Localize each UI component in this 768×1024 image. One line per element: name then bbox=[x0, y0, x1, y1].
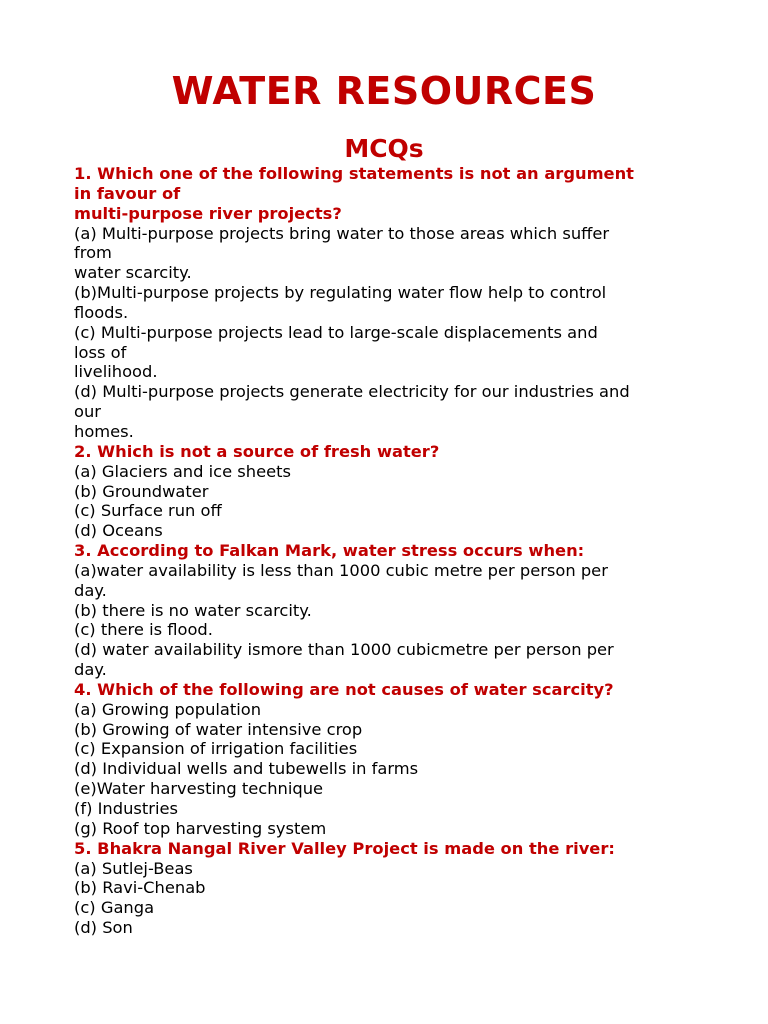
option-line: (g) Roof top harvesting system bbox=[74, 818, 327, 838]
option-line: water scarcity. bbox=[74, 263, 192, 283]
option-line: from bbox=[74, 243, 112, 263]
option-line: day. bbox=[74, 580, 107, 600]
option-line: (e)Water harvesting technique bbox=[74, 779, 324, 799]
option-line: (b) Ravi-Chenab bbox=[74, 878, 206, 898]
page-title: WATER RESOURCES bbox=[171, 69, 597, 113]
option-line: (a) Growing population bbox=[74, 699, 262, 719]
option-line: (d) Oceans bbox=[74, 521, 163, 541]
option-line: (a) Glaciers and ice sheets bbox=[74, 461, 291, 481]
option-line: (d) Multi-purpose projects generate electricity for our industries and bbox=[74, 382, 630, 402]
option-line: (d) water availability ismore than 1000 cubicmetre per person per bbox=[74, 640, 614, 660]
option-line: (c) Surface run off bbox=[74, 501, 222, 521]
option-line: (c) Multi-purpose projects lead to large-scale displacements and bbox=[74, 322, 598, 342]
question-line: 2. Which is not a source of fresh water? bbox=[74, 441, 440, 461]
option-line: (a)water availability is less than 1000 cubic metre per person per bbox=[74, 560, 608, 580]
question-line: multi-purpose river projects? bbox=[74, 203, 342, 223]
option-line: day. bbox=[74, 660, 107, 680]
question-line: in favour of bbox=[74, 183, 181, 203]
option-line: (c) there is flood. bbox=[74, 620, 213, 640]
option-line: (b)Multi-purpose projects by regulating water flow help to control bbox=[74, 283, 607, 303]
mcq-content bbox=[74, 164, 714, 938]
question-line: 3. According to Falkan Mark, water stress occurs when: bbox=[74, 541, 585, 561]
question-line: 5. Bhakra Nangal River Valley Project is made on the river: bbox=[74, 838, 615, 858]
page-subtitle: MCQs bbox=[344, 134, 424, 163]
option-line: (f) Industries bbox=[74, 799, 178, 818]
option-line: (c) Ganga bbox=[74, 898, 155, 918]
question-line: 4. Which of the following are not causes of water scarcity? bbox=[74, 679, 614, 699]
option-line: (b) there is no water scarcity. bbox=[74, 600, 312, 620]
option-line: floods. bbox=[74, 302, 129, 322]
option-line: (b) Growing of water intensive crop bbox=[74, 719, 363, 739]
question-line: 1. Which one of the following statements is not an argument bbox=[74, 164, 634, 183]
option-line: (b) Groundwater bbox=[74, 481, 209, 501]
option-line: our bbox=[74, 402, 101, 422]
option-line: homes. bbox=[74, 421, 134, 441]
option-line: (d) Son bbox=[74, 918, 133, 938]
option-line: (a) Sutlej-Beas bbox=[74, 858, 193, 878]
option-line: (a) Multi-purpose projects bring water to those areas which suffer bbox=[74, 223, 610, 243]
option-line: loss of bbox=[74, 342, 127, 362]
option-line: livelihood. bbox=[74, 362, 158, 382]
option-line: (d) Individual wells and tubewells in farms bbox=[74, 759, 419, 779]
option-line: (c) Expansion of irrigation facilities bbox=[74, 739, 358, 759]
